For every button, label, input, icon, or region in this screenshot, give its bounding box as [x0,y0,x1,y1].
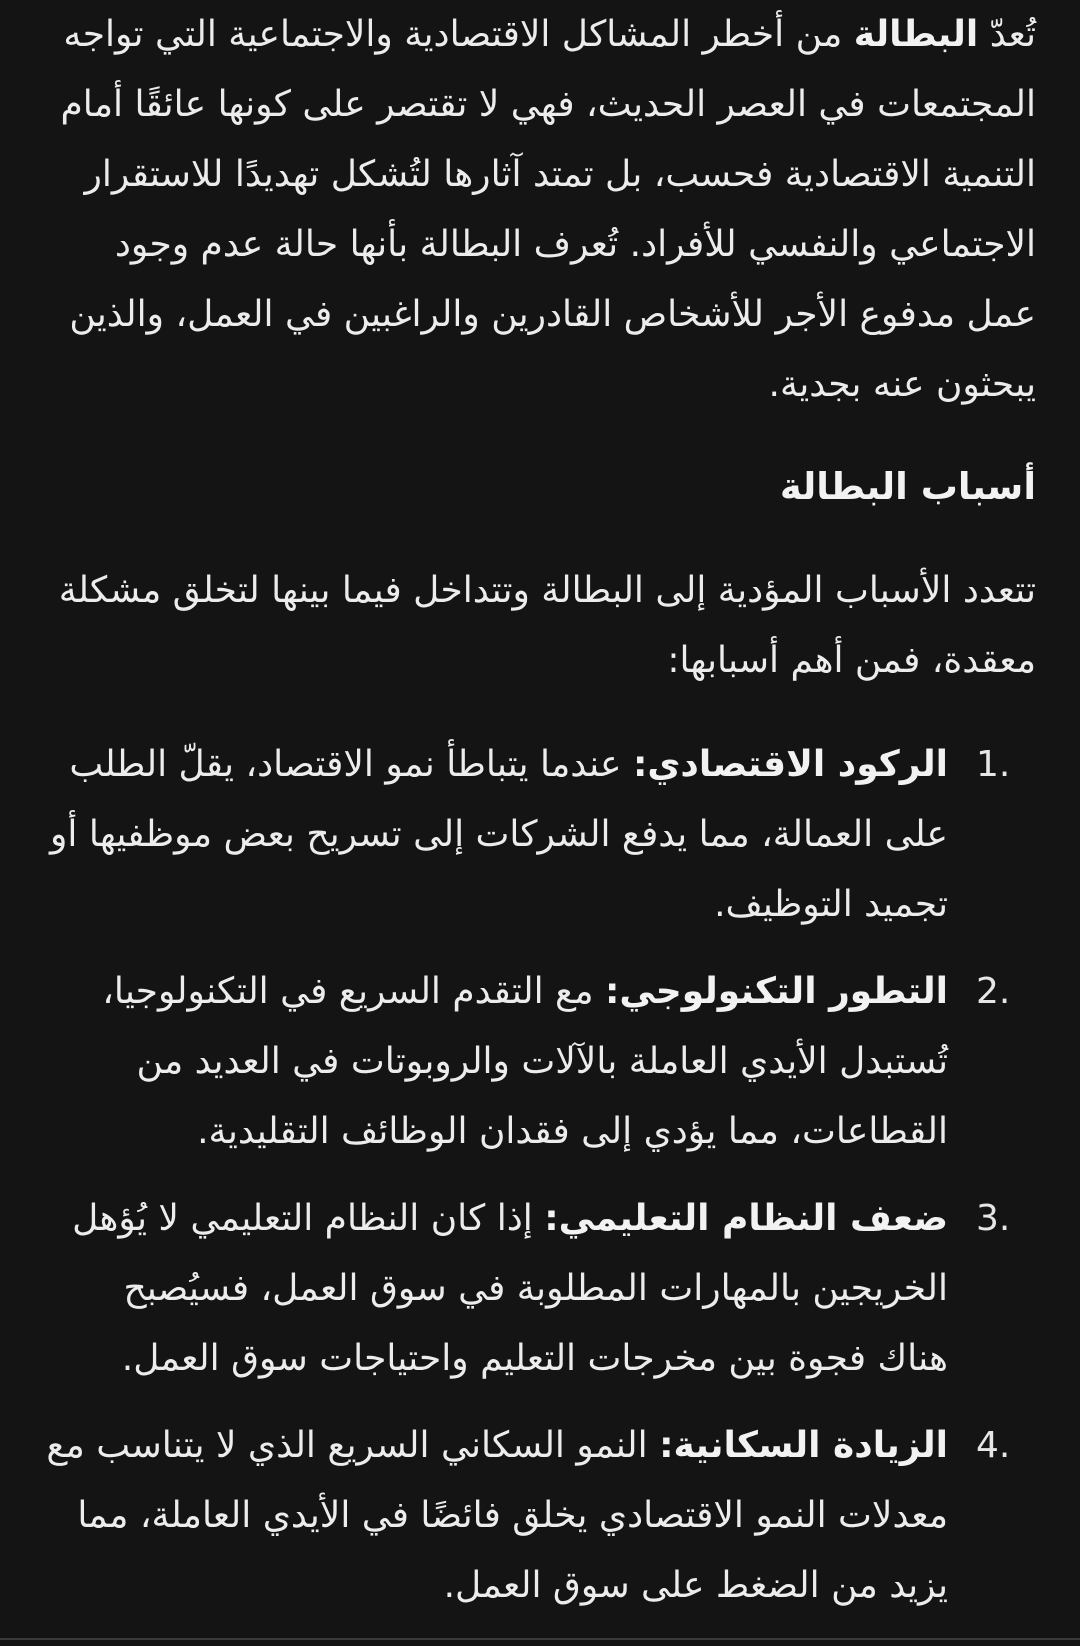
intro-text: من أخطر المشاكل الاقتصادية والاجتماعية التي تواجه المجتمعات في العصر الحديث، فهي لا تقتصر على كونها عائقًا أمام التنمية الاقتصادية فحسب، بل تمتد آثارها لتُشكل تهديدًا للاستقرار الاجتماعي والنفسي للأفراد. تُعرف البطالة بأنها حالة عدم وجود عمل مدفوع الأجر للأشخاص القادرين والراغبين في العمل، والذين يبحثون عنه بجدية. [60,14,1036,405]
list-item-title: الركود الاقتصادي: [632,744,948,785]
list-item [46,730,1036,940]
intro-paragraph [46,0,1036,420]
list-item-text: مع التقدم السريع في التكنولوجيا، تُستبدل الأيدي العاملة بالآلات والروبوتات في العديد من القطاعات، مما يؤدي إلى فقدان الوظائف التقليدية. [102,971,948,1152]
list-item [46,1184,1036,1394]
intro-lead-word: تُعدّ [989,14,1036,55]
causes-lead-paragraph: تتعدد الأسباب المؤدية إلى البطالة وتتداخل فيما بينها لتخلق مشكلة معقدة، فمن أهم أسبابها: [58,570,1036,681]
article-body [46,0,1036,1638]
list-item-number: 1. [976,744,1011,785]
list-item-title: ضعف النظام التعليمي: [544,1198,948,1239]
list-item-number: 2. [976,971,1011,1012]
list-item-text: عندما يتباطأ نمو الاقتصاد، يقلّ الطلب على العمالة، مما يدفع الشركات إلى تسريح بعض موظفيها أو تجميد التوظيف. [50,744,948,925]
list-item-number: 4. [976,1425,1011,1466]
bottom-divider [0,1638,1080,1640]
list-item-text: النمو السكاني السريع الذي لا يتناسب مع معدلات النمو الاقتصادي يخلق فائضًا في الأيدي العاملة، مما يزيد من الضغط على سوق العمل. [46,1425,948,1606]
list-item [46,1411,1036,1621]
causes-heading: أسباب البطالة [779,465,1036,508]
list-item-title: الزيادة السكانية: [659,1425,948,1466]
list-item [46,957,1036,1167]
causes-list [46,730,1036,1621]
intro-bold-term: البطالة [853,14,979,55]
list-item-text: إذا كان النظام التعليمي لا يُؤهل الخريجين بالمهارات المطلوبة في سوق العمل، فسيُصبح هناك فجوة بين مخرجات التعليم واحتياجات سوق العمل. [72,1198,948,1379]
list-item-title: التطور التكنولوجي: [604,971,948,1012]
list-item-number: 3. [976,1198,1011,1239]
